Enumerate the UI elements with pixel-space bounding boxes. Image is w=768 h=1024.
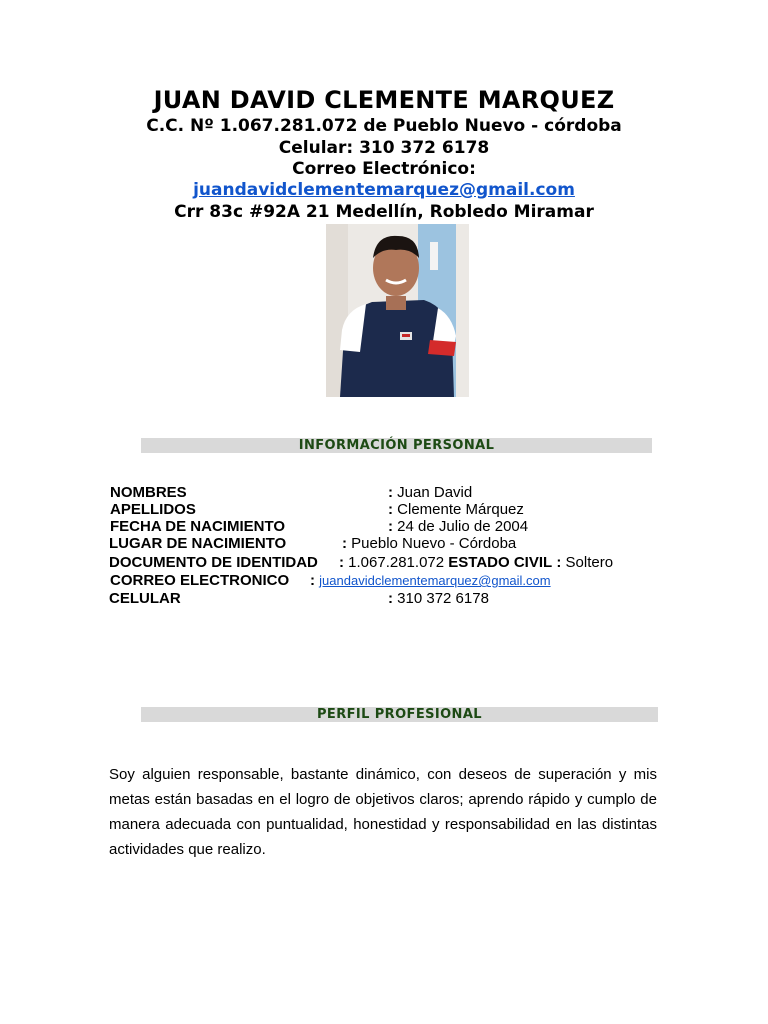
personal-email-link[interactable]: juandavidclementemarquez@gmail.com (319, 573, 551, 588)
celular-text: 310 372 6178 (397, 590, 489, 607)
label-correo: CORREO ELECTRONICO (110, 572, 290, 589)
label-lugar: LUGAR DE NACIMIENTO (109, 535, 287, 552)
value-apellidos (388, 501, 524, 518)
candidate-name: JUAN DAVID CLEMENTE MARQUEZ (153, 86, 615, 114)
profile-paragraph: Soy alguien responsable, bastante dinámico, con deseos de superación y mis metas están basadas en el logro de objetivos claros; aprendo rápido y cumplo de manera adecuada con puntualidad, honestidad y responsabilidad en las distintas actividades que realizo. (109, 766, 657, 858)
value-celular (388, 590, 489, 607)
estado-text: Soltero (565, 554, 614, 571)
email-label: Correo Electrónico: (292, 159, 476, 179)
person-photo-icon (326, 224, 469, 397)
profile-photo (326, 224, 469, 397)
colon: : (388, 590, 393, 607)
professional-profile-heading: PERFIL PROFESIONAL (141, 707, 658, 722)
colon: : (388, 484, 393, 501)
phone-line: Celular: 310 372 6178 (278, 138, 490, 158)
colon: : (342, 535, 347, 552)
label-celular: CELULAR (109, 590, 181, 607)
label-apellidos: APELLIDOS (110, 501, 196, 518)
colon: : (388, 518, 393, 535)
lugar-text: Pueblo Nuevo - Córdoba (351, 535, 517, 552)
label-fecha: FECHA DE NACIMIENTO (110, 518, 286, 535)
label-documento: DOCUMENTO DE IDENTIDAD (109, 554, 318, 571)
colon: : (388, 501, 393, 518)
header-email-link[interactable]: juandavidclementemarquez@gmail.com (193, 180, 575, 200)
fecha-text: 24 de Julio de 2004 (397, 518, 529, 535)
value-nombres (388, 484, 472, 501)
colon: : (339, 554, 344, 571)
colon: : (310, 572, 315, 589)
value-fecha (388, 518, 528, 535)
nombres-text: Juan David (397, 484, 473, 501)
value-lugar (342, 535, 516, 552)
label-estado-civil: ESTADO CIVIL (448, 554, 553, 571)
colon: : (556, 554, 562, 571)
value-documento (339, 554, 613, 571)
documento-text: 1.067.281.072 (348, 554, 445, 571)
label-nombres: NOMBRES (110, 484, 187, 501)
personal-info-heading: INFORMACIÓN PERSONAL (141, 438, 652, 453)
apellidos-text: Clemente Márquez (397, 501, 524, 518)
value-correo (310, 572, 551, 589)
id-line: C.C. Nº 1.067.281.072 de Pueblo Nuevo - córdoba (146, 116, 622, 136)
address-line: Crr 83c #92A 21 Medellín, Robledo Miramar (174, 202, 594, 222)
